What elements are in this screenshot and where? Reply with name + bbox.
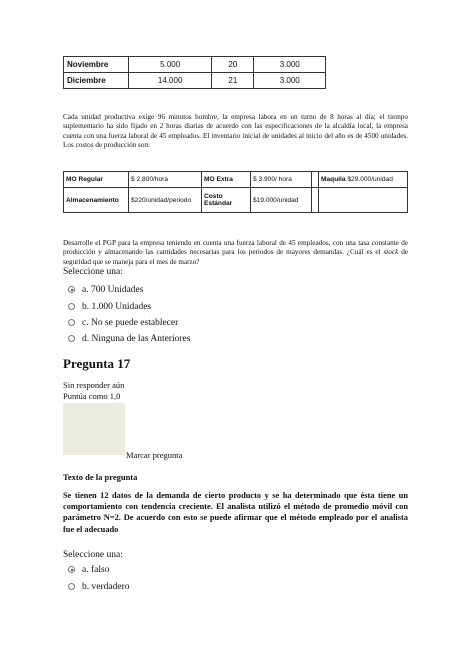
radio-option-a[interactable] [68,280,75,298]
question-score: Puntúa como 1,0 [63,391,121,401]
problem-text: Cada unidad productiva exige 96 minutos hombre, la empresa labora en un turno de 8 horas al día; el tiempo suplementario ha sido fijado en 2 horas diarias de acuerdo con las especificaciones de la alcaldía local, la empresa cuenta con una fuerza laboral de 45 empleados. El inventario inicial de unidades al inicio del año es de 4500 unidades. Los costos de producción son: [63,113,408,149]
option-label: b. 1.000 Unidades [82,302,152,312]
radio-icon[interactable] [68,303,75,310]
spacer-cell [312,188,319,213]
question-text-heading: Texto de la pregunta [63,472,138,482]
demand-cell: 14.000 [129,73,212,89]
radio-checked-icon[interactable] [68,286,75,293]
option-label: a. 700 Unidades [82,285,144,295]
value-cell: 3.000 [254,57,326,73]
cost-label: MO Extra [202,172,251,188]
question-status: Sin responder aún [63,380,125,390]
select-label: Seleccione una: [63,550,123,560]
radio-option-d[interactable] [68,329,75,347]
table-row [64,57,326,73]
option-label: d. Ninguna de las Anteriores [82,334,191,344]
cost-label: Almacenamiento [64,188,129,213]
months-table [63,56,326,89]
empty-cell [319,188,408,213]
maquila-cell [319,172,408,188]
question-text [63,239,408,267]
table-row [64,73,326,89]
question-text-part: Desarrolle el PGP para la empresa teniendo en cuenta una fuerza laboral de 45 empleados, con una tasa constante de producción y almacenando las cantidades necesarias para los periodos de mayores demandas. ¿Cuál es el [63,239,408,257]
flag-icon[interactable] [63,403,125,455]
question-text: Se tienen 12 datos de la demanda de cierto producto y se ha determinado que ésta tiene un comportamiento con tendencia creciente. El analista utilizó el método de promedio móvil con parámetro N=2. De acuerdo con esto se puede afirmar que el método empleado por el analista fue el adecuado [63,491,408,534]
radio-option-verdadero[interactable] [68,577,75,595]
radio-icon[interactable] [68,583,75,590]
cost-label: Maquila [321,176,346,183]
days-cell: 20 [212,57,254,73]
cost-label: Costo Estándar [202,188,251,213]
spacer-cell [312,172,319,188]
radio-icon[interactable] [68,335,75,342]
month-cell: Noviembre [64,57,129,73]
question-text-italic: stock [383,248,399,257]
radio-option-falso[interactable] [68,560,75,578]
radio-icon[interactable] [68,319,75,326]
question-text-part: de seguridad que se maneja para el mes de marzo? [63,248,408,266]
cost-label: MO Regular [64,172,129,188]
table-row [64,188,408,213]
cost-value: $ 3.900/ hora [251,172,312,188]
flag-question-link[interactable]: Marcar pregunta [126,450,183,460]
option-label: b. verdadero [82,582,130,592]
option-label: a. falso [82,565,110,575]
month-cell: Diciembre [64,73,129,89]
select-label: Seleccione una: [63,267,123,277]
demand-cell: 5.000 [129,57,212,73]
costs-table [63,171,408,213]
option-label: c. No se puede establecer [82,318,179,328]
value-cell: 3.000 [254,73,326,89]
radio-checked-icon[interactable] [68,566,75,573]
cost-value: $19.000/unidad [251,188,312,213]
cost-value: $ 2.800/hora [129,172,202,188]
table-row [64,172,408,188]
question-title: Pregunta 17 [63,356,131,371]
cost-value: $220/unidad/periodo [129,188,202,213]
days-cell: 21 [212,73,254,89]
cost-value: $29.000/unidad [347,176,393,183]
